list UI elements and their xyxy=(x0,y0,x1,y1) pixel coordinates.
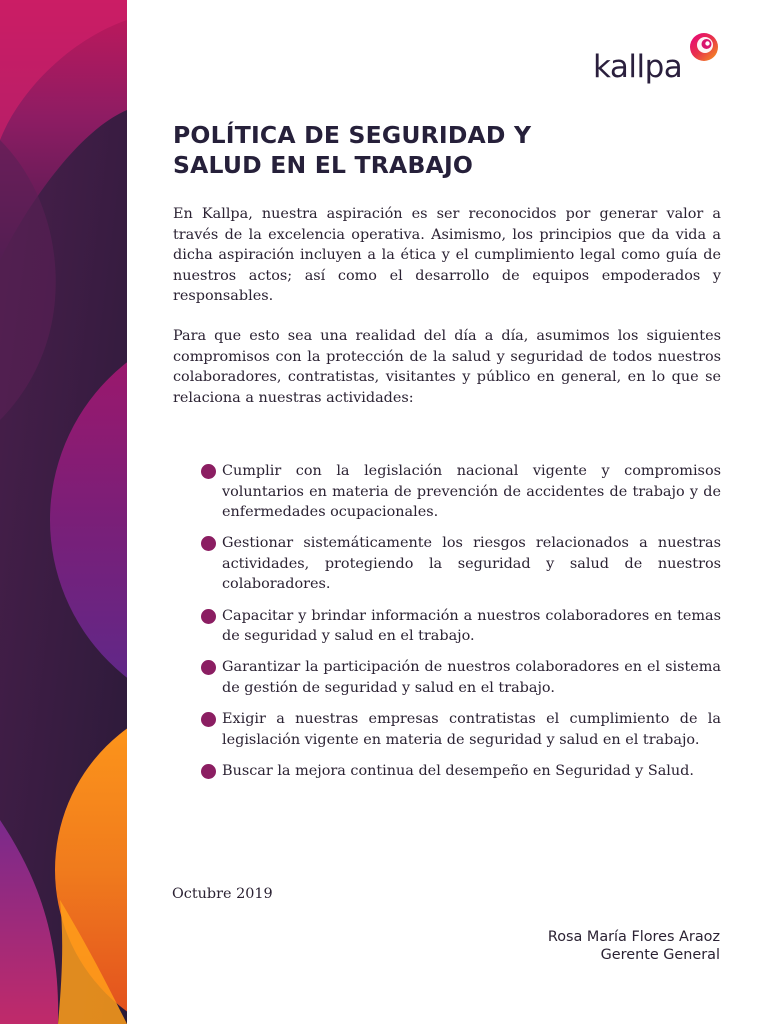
signatory-name: Rosa María Flores Araoz xyxy=(547,929,720,945)
list-item-text: Garantizar la participación de nuestros colaboradores en el sistema de gestión de seguridad y salud en el trabajo. xyxy=(222,659,721,696)
page-title xyxy=(173,120,693,180)
decorative-side-band xyxy=(0,0,127,1024)
list-item-text: Gestionar sistemáticamente los riesgos relacionados a nuestras actividades, protegiendo la seguridad y salud de nuestros colaboradores. xyxy=(222,535,721,593)
list-item-text: Cumplir con la legislación nacional vigente y compromisos voluntarios en materia de prevención de accidentes de trabajo y de enfermedades ocupacionales. xyxy=(222,463,721,521)
signature-block xyxy=(548,928,720,964)
circle-bullet-icon xyxy=(201,660,216,675)
commitment-intro-paragraph: Para que esto sea una realidad del día a día, asumimos los siguientes compromisos con la protección de la salud y seguridad de todos nuestros colaboradores, contratistas, visitantes y público en general, en lo que se relaciona a nuestras actividades: xyxy=(173,328,721,406)
logo-wordmark: kallpa xyxy=(593,49,683,85)
circle-bullet-icon xyxy=(201,464,216,479)
circle-bullet-icon xyxy=(201,764,216,779)
list-item xyxy=(200,761,721,782)
circle-bullet-icon xyxy=(201,536,216,551)
kallpa-swirl-icon xyxy=(687,30,721,64)
kallpa-logo xyxy=(593,30,733,90)
list-item xyxy=(200,657,721,698)
document-date: Octubre 2019 xyxy=(172,886,273,902)
title-line-1: POLÍTICA DE SEGURIDAD Y xyxy=(173,121,532,149)
list-item-text: Buscar la mejora continua del desempeño en Seguridad y Salud. xyxy=(222,762,694,779)
circle-bullet-icon xyxy=(201,609,216,624)
signatory-role: Gerente General xyxy=(600,947,720,963)
list-item-text: Capacitar y brindar información a nuestros colaboradores en temas de seguridad y salud en el trabajo. xyxy=(222,607,721,645)
intro-paragraph: En Kallpa, nuestra aspiración es ser reconocidos por generar valor a través de la excelencia operativa. Asimismo, los principios que da vida a dicha aspiración incluyen a la ética y el cumplimiento legal como guía de nuestros actos; así como el desarrollo de equipos empoderados y responsables. xyxy=(173,206,721,305)
list-item xyxy=(200,533,721,595)
circle-bullet-icon xyxy=(201,712,216,727)
title-line-2: SALUD EN EL TRABAJO xyxy=(173,151,474,179)
list-item-text: Exigir a nuestras empresas contratistas el cumplimiento de la legislación vigente en materia de seguridad y salud en el trabajo. xyxy=(222,710,721,748)
list-item xyxy=(200,461,721,523)
list-item xyxy=(200,709,721,750)
list-item xyxy=(200,606,721,647)
commitments-list xyxy=(200,461,721,792)
